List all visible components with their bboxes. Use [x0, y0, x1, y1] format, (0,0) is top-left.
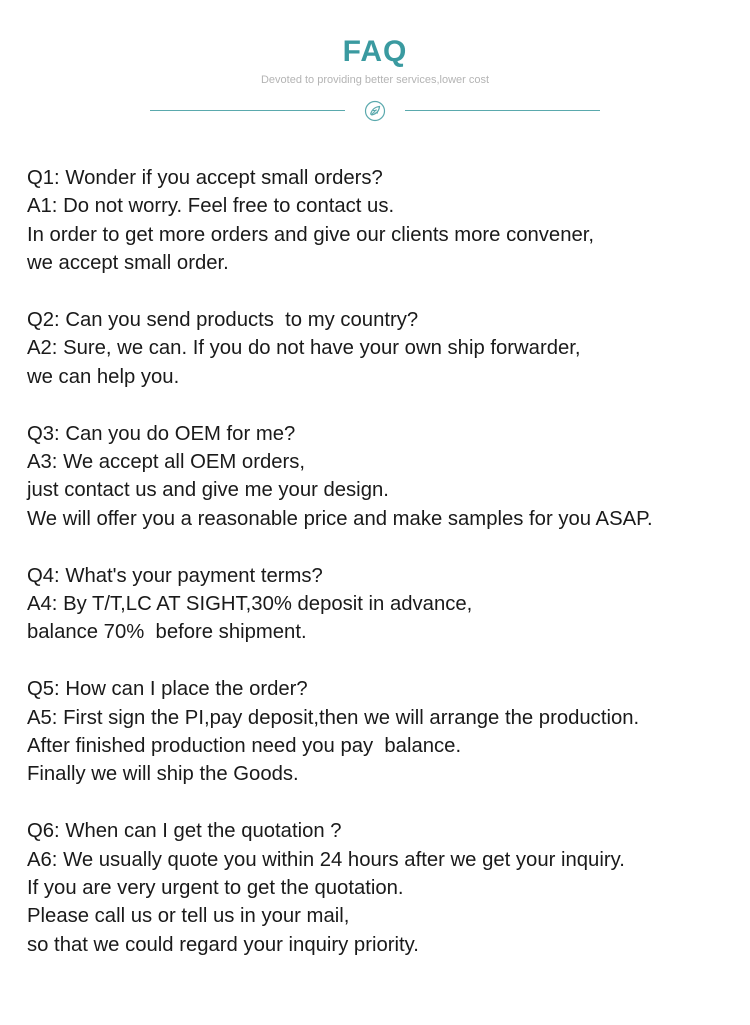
faq-list	[27, 164, 742, 988]
divider-line-right	[405, 110, 600, 111]
question-3: Q3: Can you do OEM for me?	[27, 422, 296, 445]
answer-1-line-1: A1: Do not worry. Feel free to contact us.	[27, 195, 395, 218]
faq-item-1	[27, 164, 742, 278]
answer-6-line-3: Please call us or tell us in your mail,	[27, 905, 350, 928]
faq-item-5	[27, 675, 742, 789]
divider-line-left	[150, 110, 345, 111]
answer-1-line-2: In order to get more orders and give our clients more convener,	[27, 223, 595, 246]
answer-3-line-1: A3: We accept all OEM orders,	[27, 451, 306, 474]
answer-5-line-2: After finished production need you pay balance.	[27, 735, 462, 758]
faq-item-6	[27, 817, 742, 959]
question-5: Q5: How can I place the order?	[27, 678, 308, 701]
page-subtitle: Devoted to providing better services,lower cost	[260, 74, 490, 86]
answer-2-line-1: A2: Sure, we can. If you do not have your own ship forwarder,	[27, 337, 581, 360]
question-4: Q4: What's your payment terms?	[27, 564, 323, 587]
answer-6-line-2: If you are very urgent to get the quotation.	[27, 877, 404, 900]
faq-item-4	[27, 562, 742, 647]
answer-2-line-2: we can help you.	[27, 365, 180, 388]
leaf-circle-icon	[364, 100, 386, 122]
question-1: Q1: Wonder if you accept small orders?	[27, 167, 383, 189]
faq-item-3	[27, 420, 742, 534]
faq-item-2	[27, 306, 742, 391]
page-title: FAQ	[342, 35, 408, 68]
answer-6-line-1: A6: We usually quote you within 24 hours after we get your inquiry.	[27, 848, 625, 871]
answer-1-line-3: we accept small order.	[27, 252, 229, 275]
answer-3-line-3: We will offer you a reasonable price and make samples for you ASAP.	[27, 507, 653, 530]
answer-4-line-2: balance 70% before shipment.	[27, 621, 307, 644]
faq-header	[0, 0, 750, 130]
question-2: Q2: Can you send products to my country?	[27, 309, 419, 332]
answer-5-line-1: A5: First sign the PI,pay deposit,then we will arrange the production.	[27, 706, 640, 729]
answer-6-line-4: so that we could regard your inquiry priority.	[27, 933, 419, 956]
answer-5-line-3: Finally we will ship the Goods.	[27, 763, 299, 786]
question-6: Q6: When can I get the quotation ?	[27, 820, 342, 843]
answer-3-line-2: just contact us and give me your design.	[27, 479, 389, 502]
answer-4-line-1: A4: By T/T,LC AT SIGHT,30% deposit in advance,	[27, 593, 473, 616]
